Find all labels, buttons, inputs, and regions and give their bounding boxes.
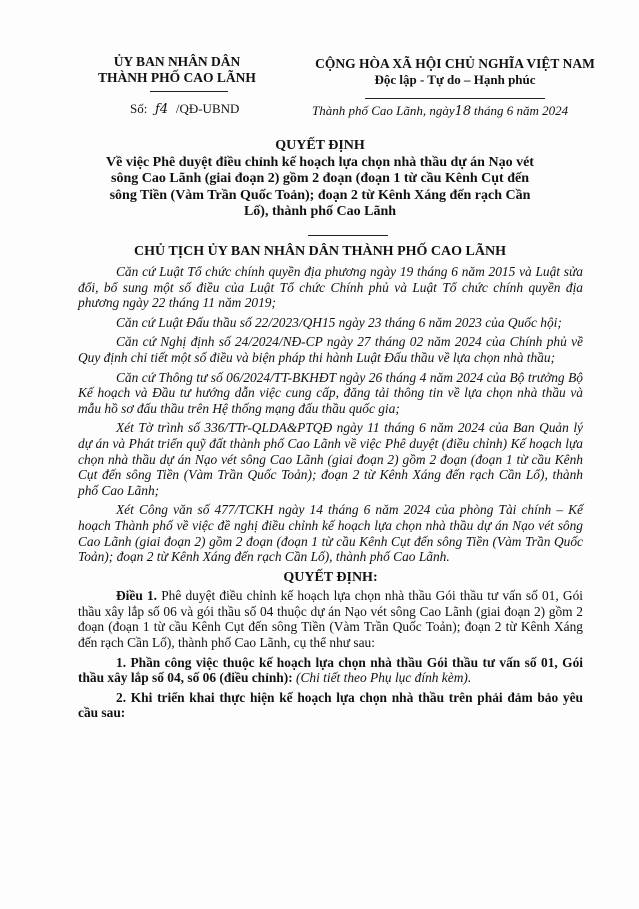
motto-underline: [365, 98, 545, 99]
decision-title: QUYẾT ĐỊNH: [275, 138, 365, 153]
preamble-item: Căn cứ Thông tư số 06/2024/TT-BKHĐT ngày 26 tháng 4 năm 2024 của Bộ trưởng Bộ Kế hoạch và Đầu tư hướng dẫn việc cung cấp, đăng tải thông tin về lựa chọn nhà thầu và mẫu hồ sơ đấu thầu trên Hệ thống mạng đấu thầu quốc gia;: [78, 369, 583, 416]
article-1-label: Điều 1.: [116, 588, 158, 604]
article-1-item-2: 2. Khi triển khai thực hiện kế hoạch lựa chọn nhà thầu trên phải đảm bảo yêu cầu sau:: [78, 689, 583, 721]
title-underline: [308, 235, 388, 236]
article-1-item-1: [78, 655, 583, 686]
preamble-item: Căn cứ Luật Tổ chức chính quyền địa phương ngày 19 tháng 6 năm 2015 và Luật sửa đổi, bổ sung một số điều của Luật Tổ chức Chính phủ và Luật Tổ chức chính quyền địa phương ngày 22 tháng 11 năm 2019;: [78, 264, 583, 311]
preamble-item: Xét Tờ trình số 336/TTr-QLDA&PTQĐ ngày 11 tháng 6 năm 2024 của Ban Quản lý dự án và Phát triển quỹ đất thành phố Cao Lãnh về việc Phê duyệt (điều chỉnh) Kế hoạch lựa chọn nhà thầu dự án Nạo vét sông Cao Lãnh (giai đoạn 2) gồm 2 đoạn (đoạn 1 từ cầu Kênh Cụt đến sông Tiền (Vàm Trần Quốc Toản); đoạn 2 từ Kênh Xáng đến rạch Cần Lố), thành phố Cao Lãnh;: [78, 420, 583, 498]
article-1-text: Phê duyệt điều chỉnh kế hoạch lựa chọn nhà thầu Gói thầu tư vấn số 01, Gói thầu xây lắp số 06 và gói thầu số 04 thuộc dự án Nạo vét sông Cao Lãnh (giai đoạn 2) gồm 2 đoạn (đoạn 1 từ cầu Kênh Cụt đến sông Tiền (Vàm Trần Quốc Toản); đoạn 2 từ Kênh Xáng đến rạch Cần Lố), thành phố Cao Lãnh, cụ thể như sau:: [78, 588, 583, 651]
issuing-agency: [82, 54, 272, 86]
subject-line-3: sông Tiền (Vàm Trần Quốc Toản); đoạn 2 từ Kênh Xáng đến rạch Cần: [109, 187, 531, 203]
agency-line-1: ỦY BAN NHÂN DÂN: [113, 54, 241, 69]
issuing-authority: CHỦ TỊCH ỦY BAN NHÂN DÂN THÀNH PHỐ CAO LÃNH: [134, 244, 506, 259]
document-number: [130, 101, 239, 117]
doc-number-prefix: Số:: [130, 101, 148, 116]
issue-date: [312, 103, 568, 119]
subject-line-4: Lố), thành phố Cao Lãnh: [243, 204, 397, 219]
doc-number-handwritten: ƒ4: [155, 102, 169, 117]
national-motto: Độc lập - Tự do – Hạnh phúc: [374, 72, 536, 87]
subject-line-2: sông Cao Lãnh (giai đoạn 2) gồm 2 đoạn (đoạn 1 từ cầu Kênh Cụt đến: [111, 171, 529, 186]
doc-number-suffix: /QĐ-UBND: [175, 101, 240, 116]
subject-line-1: Về việc Phê duyệt điều chỉnh kế hoạch lựa chọn nhà thầu dự án Nạo vét: [106, 154, 534, 170]
date-day-handwritten: 18: [454, 104, 472, 119]
item-1-text: 1. Phần công việc thuộc kế hoạch lựa chọn nhà thầu Gói thầu tư vấn số 01, Gói thầu xây lắp số 04, số 06 (điều chỉnh):: [78, 654, 583, 686]
document-body: [78, 264, 583, 725]
preamble-item: Căn cứ Luật Đấu thầu số 22/2023/QH15 ngày 23 tháng 6 năm 2023 của Quốc hội;: [116, 314, 562, 330]
article-1: [78, 588, 583, 650]
decision-title-block: [60, 138, 580, 221]
preamble-item: Căn cứ Nghị định số 24/2024/NĐ-CP ngày 27 tháng 02 năm 2024 của Chính phủ về Quy định chi tiết một số điều và biện pháp thi hành Luật Đấu thầu về lựa chọn nhà thầu;: [78, 334, 583, 365]
date-suffix: tháng 6 năm 2024: [473, 103, 569, 118]
date-prefix: Thành phố Cao Lãnh, ngày: [312, 103, 455, 118]
national-header: [290, 56, 620, 88]
agency-line-2: THÀNH PHỐ CAO LÃNH: [98, 70, 256, 85]
preamble-item: Xét Công văn số 477/TCKH ngày 14 tháng 6 năm 2024 của phòng Tài chính – Kế hoạch Thành phố về việc đề nghị điều chỉnh kế hoạch lựa chọn nhà thầu dự án Nạo vét sông Cao Lãnh (giai đoạn 2) gồm 2 đoạn (đoạn 1 từ cầu Kênh Cụt đến sông Tiền (Vàm Trần Quốc Toản); đoạn 2 từ Kênh Xáng đến rạch Cần Lố), thành phố Cao Lãnh.: [78, 502, 583, 565]
national-title: CỘNG HÒA XÃ HỘI CHỦ NGHĨA VIỆT NAM: [315, 56, 595, 71]
decision-heading: QUYẾT ĐỊNH:: [283, 569, 378, 585]
agency-underline: [150, 91, 228, 92]
item-1-note: (Chi tiết theo Phụ lục đính kèm).: [292, 670, 472, 686]
